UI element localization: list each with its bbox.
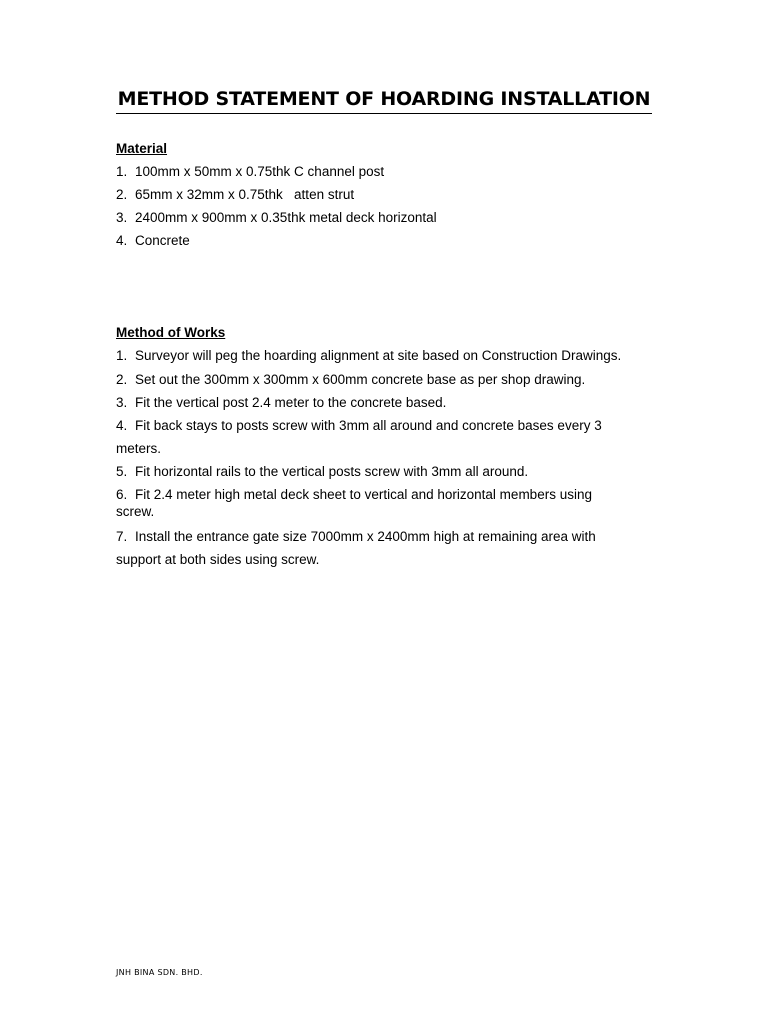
item-text: Surveyor will peg the hoarding alignment at site based on Construction Drawings. <box>135 348 622 363</box>
material-item <box>116 232 656 250</box>
item-number: 4. <box>116 418 128 433</box>
item-number: 7. <box>116 529 128 544</box>
item-text: Install the entrance gate size 7000mm x 2400mm high at remaining area with support at both sides using screw. <box>116 529 596 567</box>
item-number: 5. <box>116 464 128 479</box>
method-item <box>116 463 656 481</box>
method-item <box>116 486 626 520</box>
item-text: Fit back stays to posts screw with 3mm all around and concrete bases every 3 meters. <box>116 418 602 456</box>
item-number: 1. <box>116 164 128 179</box>
item-text: 100mm x 50mm x 0.75thk C channel post <box>135 164 385 179</box>
document-title: METHOD STATEMENT OF HOARDING INSTALLATION <box>116 86 652 114</box>
item-text: Fit 2.4 meter high metal deck sheet to vertical and horizontal members using screw. <box>116 487 592 519</box>
company-footer: JNH BINA SDN. BHD. <box>116 968 203 977</box>
method-item <box>116 347 661 365</box>
material-item <box>116 163 656 181</box>
material-item <box>116 186 656 204</box>
material-item <box>116 209 656 227</box>
item-number: 3. <box>116 210 128 225</box>
method-item <box>116 371 656 389</box>
method-of-works-heading: Method of Works <box>116 325 226 340</box>
method-item <box>116 414 636 460</box>
item-text: Concrete <box>135 233 190 248</box>
item-text: Fit horizontal rails to the vertical posts screw with 3mm all around. <box>135 464 529 479</box>
item-number: 1. <box>116 348 128 363</box>
item-number: 2. <box>116 187 128 202</box>
item-text: Fit the vertical post 2.4 meter to the concrete based. <box>135 395 447 410</box>
item-text: 2400mm x 900mm x 0.35thk metal deck horizontal <box>135 210 437 225</box>
item-number: 4. <box>116 233 128 248</box>
material-heading: Material <box>116 141 168 156</box>
item-number: 2. <box>116 372 128 387</box>
method-item <box>116 525 626 571</box>
item-number: 6. <box>116 487 128 502</box>
method-item <box>116 394 656 412</box>
item-text: Set out the 300mm x 300mm x 600mm concrete base as per shop drawing. <box>135 372 586 387</box>
item-text: 65mm x 32mm x 0.75thk atten strut <box>135 187 355 202</box>
item-number: 3. <box>116 395 128 410</box>
